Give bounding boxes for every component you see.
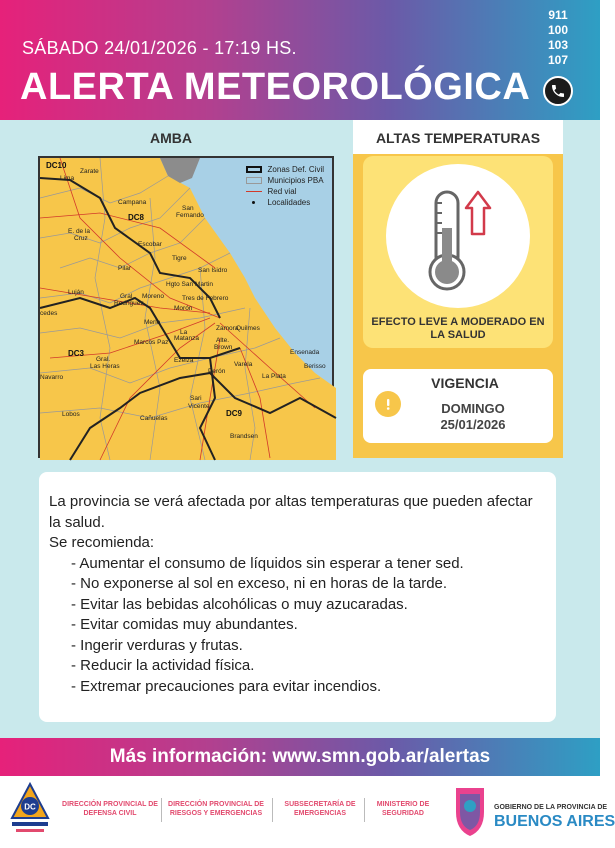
list-item: - Ingerir verduras y frutas. — [71, 636, 546, 657]
list-item: - Extremar precauciones para evitar incendios. — [71, 677, 546, 698]
more-info-link[interactable]: Más información: www.smn.gob.ar/alertas — [0, 738, 600, 776]
org-defensa-civil: DIRECCIÓN PROVINCIAL DE DEFENSA CIVIL — [62, 801, 158, 817]
phone-number[interactable]: 107 — [547, 53, 569, 67]
svg-text:Perón: Perón — [208, 368, 226, 375]
org-subsecretaria: SUBSECRETARÍA DE EMERGENCIAS — [284, 801, 356, 817]
alert-card — [353, 120, 563, 458]
svg-text:Morón: Morón — [174, 305, 193, 312]
list-item: - Evitar comidas muy abundantes. — [71, 615, 546, 636]
svg-text:Moreno: Moreno — [142, 293, 165, 300]
svg-text:Escobar: Escobar — [138, 241, 162, 248]
svg-text:Pilar: Pilar — [118, 265, 132, 272]
divider — [272, 798, 273, 822]
svg-text:Lobos: Lobos — [62, 411, 80, 418]
alert-title: ALERTA METEOROLÓGICA — [20, 66, 531, 108]
svg-text:Cruz: Cruz — [74, 235, 88, 242]
svg-text:Matanza: Matanza — [174, 335, 199, 342]
svg-text:Varela: Varela — [234, 361, 253, 368]
svg-text:Luján: Luján — [68, 289, 84, 296]
health-effect: EFECTO LEVE A MODERADO EN LA SALUD — [371, 316, 545, 341]
svg-text:Gral.: Gral. — [120, 293, 135, 300]
map-zone-label: DC8 — [128, 213, 145, 222]
province-shield-icon — [450, 782, 490, 838]
intro-text: La provincia se verá afectada por altas temperaturas que pueden afectar la salud. — [49, 493, 533, 531]
svg-text:Berisso: Berisso — [304, 363, 326, 370]
list-item: - Reducir la actividad física. — [71, 656, 546, 677]
svg-text:Navarro: Navarro — [40, 374, 64, 381]
emergency-phones — [538, 8, 578, 106]
svg-text:La: La — [180, 329, 188, 336]
list-item: - Aumentar el consumo de líquidos sin esperar a tener sed. — [71, 554, 546, 575]
amba-map — [38, 156, 334, 458]
gov-label: GOBIERNO DE LA PROVINCIA DE — [494, 804, 608, 811]
legend-item: Municipios PBA — [246, 175, 324, 186]
map-zone-label: DC3 — [68, 349, 85, 358]
svg-text:Sari: Sari — [190, 395, 202, 402]
map-zone-label: DC9 — [226, 409, 243, 418]
svg-text:Brown: Brown — [214, 344, 233, 351]
validity-title: VIGENCIA — [431, 375, 499, 391]
svg-text:Ensenada: Ensenada — [290, 349, 320, 356]
map-legend — [246, 164, 324, 208]
svg-text:Quilmes: Quilmes — [236, 325, 260, 332]
thermometer-icon — [386, 164, 530, 308]
svg-text:Vicente: Vicente — [188, 403, 210, 410]
divider — [161, 798, 162, 822]
alert-date: SÁBADO 24/01/2026 - 17:19 HS. — [22, 38, 297, 58]
recommendations-box — [39, 472, 556, 722]
svg-text:Rodriguez: Rodriguez — [114, 300, 144, 307]
exclamation-icon — [375, 391, 401, 417]
svg-text:San Isidro: San Isidro — [198, 267, 228, 274]
svg-text:Fernando: Fernando — [176, 212, 204, 219]
svg-text:Zamora: Zamora — [216, 325, 239, 332]
list-item: - No exponerse al sol en exceso, ni en horas de la tarde. — [71, 574, 546, 595]
recommend-heading: Se recomienda: — [49, 534, 155, 551]
phone-number[interactable]: 103 — [547, 38, 569, 52]
phone-number[interactable]: 100 — [547, 23, 569, 37]
validity-box — [363, 369, 553, 443]
phone-icon — [543, 76, 573, 106]
svg-text:San: San — [182, 205, 194, 212]
svg-text:Zarate: Zarate — [80, 168, 99, 175]
org-riesgos: DIRECCIÓN PROVINCIAL DE RIESGOS Y EMERGENCIAS — [168, 801, 264, 817]
svg-text:Tres de Febrero: Tres de Febrero — [182, 295, 229, 302]
svg-text:Cañuelas: Cañuelas — [140, 415, 168, 422]
map-title: AMBA — [150, 130, 192, 146]
divider — [364, 798, 365, 822]
svg-text:DC: DC — [24, 802, 36, 812]
svg-text:Hgto San Martin: Hgto San Martin — [166, 281, 213, 288]
org-ministerio: MINISTERIO DE SEGURIDAD — [376, 801, 430, 817]
svg-text:Brandsen: Brandsen — [230, 433, 258, 440]
header-banner — [0, 0, 600, 120]
footer — [0, 776, 615, 848]
gov-name: BUENOS AIRES — [494, 813, 615, 830]
svg-text:Marcos Paz: Marcos Paz — [134, 339, 169, 346]
map-zone-label: DC10 — [46, 161, 67, 170]
alert-icon-panel — [363, 156, 553, 348]
alert-type: ALTAS TEMPERATURAS — [353, 120, 563, 154]
legend-item: Red vial — [246, 186, 324, 197]
svg-text:Las Heras: Las Heras — [90, 363, 120, 370]
validity-date: DOMINGO 25/01/2026 — [440, 401, 506, 432]
defensa-civil-logo — [10, 782, 50, 838]
svg-text:Campana: Campana — [118, 199, 147, 206]
svg-text:Tigre: Tigre — [172, 255, 187, 262]
svg-text:Merlo: Merlo — [144, 319, 161, 326]
svg-text:E. de la: E. de la — [68, 228, 91, 235]
buenos-aires-logo — [450, 782, 615, 842]
svg-text:Lima: Lima — [60, 175, 75, 182]
list-item: - Evitar las bebidas alcohólicas o muy azucaradas. — [71, 595, 546, 616]
svg-text:La Plata: La Plata — [262, 373, 286, 380]
legend-item: Localidades — [246, 197, 324, 208]
svg-text:Ezeiza: Ezeiza — [174, 357, 194, 364]
legend-item: Zonas Def. Civil — [246, 164, 324, 175]
svg-text:Gral.: Gral. — [96, 356, 111, 363]
svg-text:cedes: cedes — [40, 310, 58, 317]
recommendations-list — [49, 554, 546, 698]
svg-text:Alte.: Alte. — [216, 337, 230, 344]
phone-number[interactable]: 911 — [548, 8, 568, 22]
